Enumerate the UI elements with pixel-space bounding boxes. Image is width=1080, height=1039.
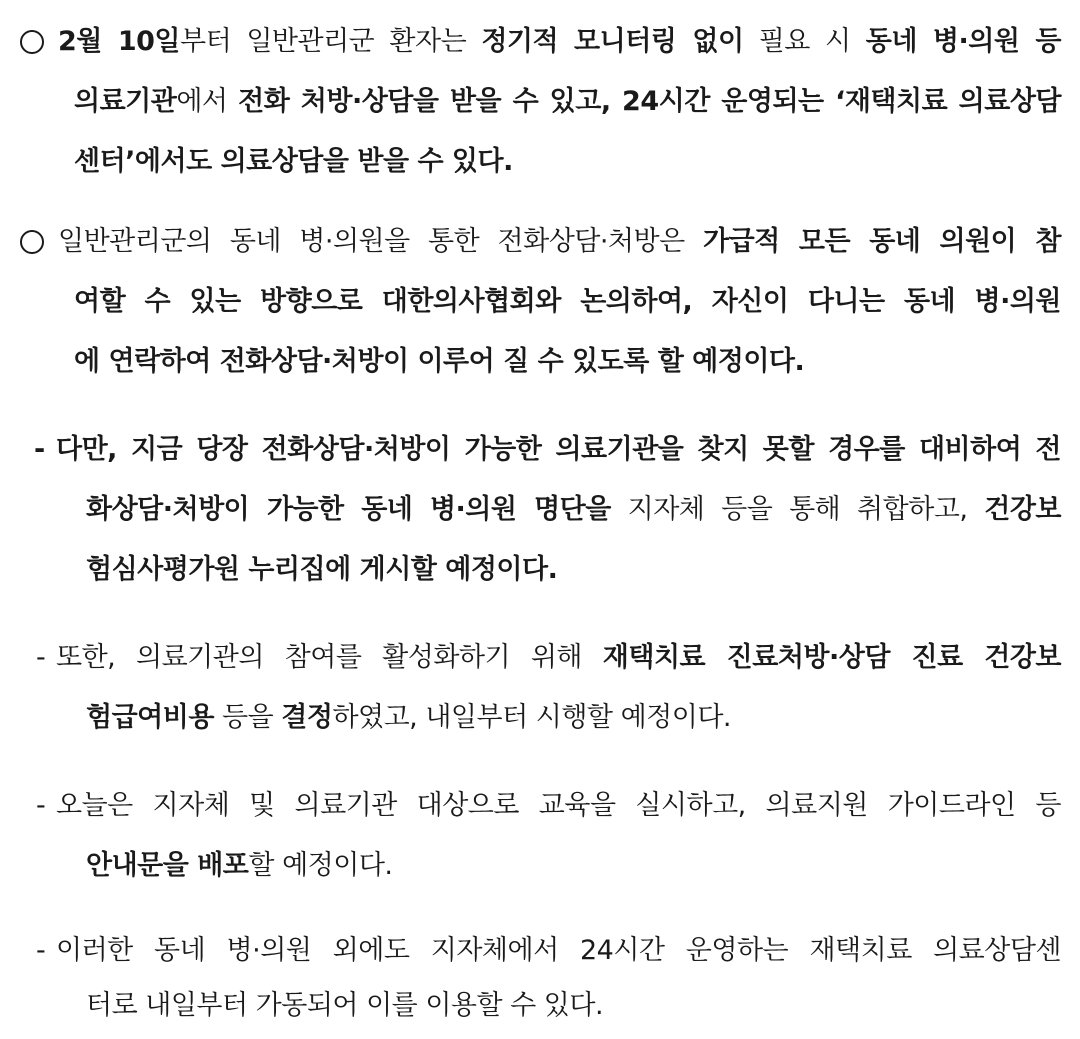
- text-run: 할 예정이다.: [248, 850, 393, 881]
- paragraph-line: [86, 540, 1061, 600]
- dash-bullet: -: [36, 790, 46, 821]
- text-run: 지자체 등을 통해 취합하고,: [610, 494, 985, 525]
- paragraph-line: [86, 976, 1061, 1036]
- text-run: 터로 내일부터 가동되어 이를 이용할 수 있다.: [86, 990, 604, 1021]
- text-run: 오늘은 지자체 및 의료기관 대상으로 교육을 실시하고, 의료지원 가이드라인 등: [56, 790, 1061, 821]
- dash-bullet: -: [36, 935, 46, 966]
- paragraph-line: [74, 132, 1061, 192]
- text-run: 필요 시: [743, 26, 866, 57]
- text-run: 2월 10일: [58, 26, 181, 57]
- paragraph-line: [74, 332, 1061, 392]
- paragraph-line: [86, 688, 1061, 748]
- circle-bullet-icon: [20, 230, 44, 254]
- paragraph-line: [56, 628, 1061, 688]
- dash-bullet: -: [34, 434, 45, 465]
- text-run: 센터’에서도 의료상담을 받을 수 있다.: [74, 146, 513, 177]
- text-run: 가급적 모든 동네 의원이 참: [703, 226, 1061, 257]
- text-run: 이러한 동네 병·의원 외에도 지자체에서 24시간 운영하는 재택치료 의료상담센: [56, 935, 1061, 966]
- text-run: 재택치료 진료처방·상담 진료 건강보: [602, 642, 1062, 673]
- paragraph-line: [58, 212, 1061, 272]
- paragraph-line: [56, 921, 1061, 981]
- paragraph-line: [74, 72, 1061, 132]
- text-run: 하였고, 내일부터 시행할 예정이다.: [332, 702, 731, 733]
- text-run: 여할 수 있는 방향으로 대한의사협회와 논의하여, 자신이 다니는 동네 병·의원: [74, 286, 1061, 317]
- dash-bullet: -: [36, 642, 46, 673]
- paragraph-line: [86, 836, 1061, 896]
- text-run: 건강보: [984, 494, 1061, 525]
- paragraph-line: [56, 776, 1061, 836]
- text-run: 안내문을 배포: [86, 850, 249, 881]
- text-run: 정기적 모니터링 없이: [481, 26, 744, 57]
- circle-bullet-icon: [20, 30, 44, 54]
- text-run: 부터 일반관리군 환자는: [180, 26, 482, 57]
- text-run: 등을: [213, 702, 282, 733]
- text-run: 화상담·처방이 가능한 동네 병·의원 명단을: [86, 494, 611, 525]
- text-run: 험급여비용: [86, 702, 214, 733]
- paragraph-line: [56, 420, 1061, 480]
- paragraph-line: [58, 12, 1061, 72]
- text-run: 다만, 지금 당장 전화상담·처방이 가능한 의료기관을 찾지 못할 경우를 대비하여 전: [56, 434, 1061, 465]
- text-run: 전화 처방·상담을 받을 수 있고, 24시간 운영되는 ‘재택치료 의료상담: [238, 86, 1061, 117]
- paragraph-line: [86, 480, 1061, 540]
- text-run: 결정: [281, 702, 333, 733]
- text-run: 에 연락하여 전화상담·처방이 이루어 질 수 있도록 할 예정이다.: [74, 346, 805, 377]
- text-run: 의료기관: [74, 86, 177, 117]
- paragraph-line: [74, 272, 1061, 332]
- text-run: 동네 병·의원 등: [865, 26, 1061, 57]
- text-run: 일반관리군의 동네 병·의원을 통한 전화상담·처방은: [58, 226, 704, 257]
- text-run: 에서: [176, 86, 239, 117]
- text-run: 또한, 의료기관의 참여를 활성화하기 위해: [56, 642, 603, 673]
- text-run: 험심사평가원 누리집에 게시할 예정이다.: [86, 554, 558, 585]
